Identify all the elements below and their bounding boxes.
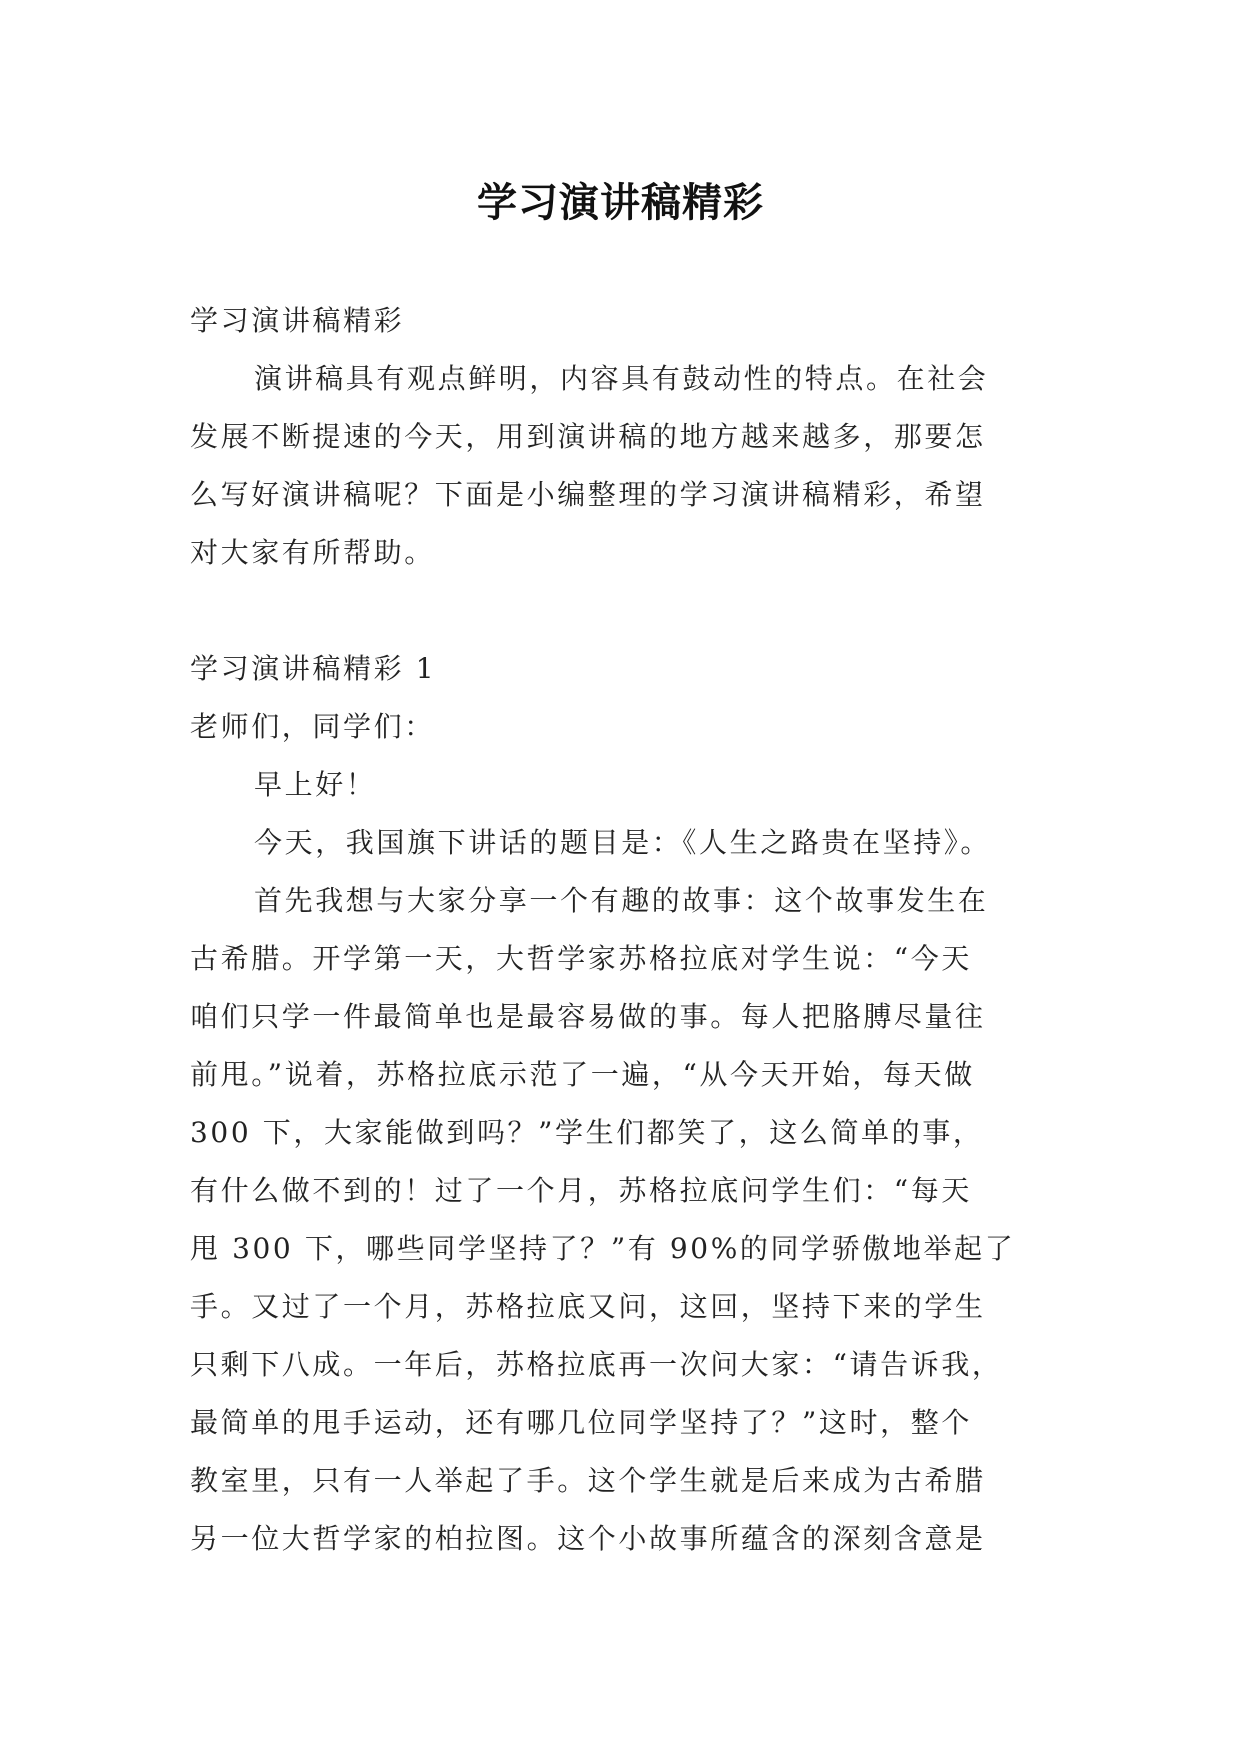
doc-subtitle: 学习演讲稿精彩 (190, 304, 405, 337)
salutation: 老师们，同学们： (190, 710, 435, 743)
story-line: 首先我想与大家分享一个有趣的故事：这个故事发生在 (254, 884, 989, 917)
story-line: 古希腊。开学第一天，大哲学家苏格拉底对学生说：“今天 (190, 942, 972, 975)
page-title: 学习演讲稿精彩 (477, 179, 764, 226)
story-line: 最简单的甩手运动，还有哪几位同学坚持了？”这时，整个 (190, 1406, 972, 1439)
intro-line: 么写好演讲稿呢？下面是小编整理的学习演讲稿精彩，希望 (190, 478, 986, 511)
speech-line: 今天，我国旗下讲话的题目是：《人生之路贵在坚持》。 (254, 826, 992, 859)
story-line: 300 下，大家能做到吗？”学生们都笑了，这么简单的事， (190, 1116, 984, 1149)
story-line: 前甩。”说着，苏格拉底示范了一遍，“从今天开始，每天做 (190, 1058, 975, 1091)
story-line: 另一位大哲学家的柏拉图。这个小故事所蕴含的深刻含意是 (190, 1522, 986, 1555)
story-line: 只剩下八成。一年后，苏格拉底再一次问大家：“请告诉我， (190, 1348, 1003, 1381)
intro-line: 演讲稿具有观点鲜明，内容具有鼓动性的特点。在社会 (254, 362, 989, 395)
paragraph-spacer (190, 582, 1070, 640)
section-heading: 学习演讲稿精彩 1 (190, 652, 437, 685)
story-line: 咱们只学一件最简单也是最容易做的事。每人把胳膊尽量往 (190, 1000, 986, 1033)
story-line: 甩 300 下，哪些同学坚持了？”有 90%的同学骄傲地举起了 (190, 1232, 1016, 1265)
document-body (190, 292, 1070, 1568)
story-line: 有什么做不到的！过了一个月，苏格拉底问学生们：“每天 (190, 1174, 972, 1207)
intro-line: 发展不断提速的今天，用到演讲稿的地方越来越多，那要怎 (190, 420, 986, 453)
intro-line: 对大家有所帮助。 (190, 536, 435, 569)
story-line: 教室里，只有一人举起了手。这个学生就是后来成为古希腊 (190, 1464, 986, 1497)
story-line: 手。又过了一个月，苏格拉底又问，这回，坚持下来的学生 (190, 1290, 986, 1323)
greeting: 早上好！ (254, 768, 377, 801)
